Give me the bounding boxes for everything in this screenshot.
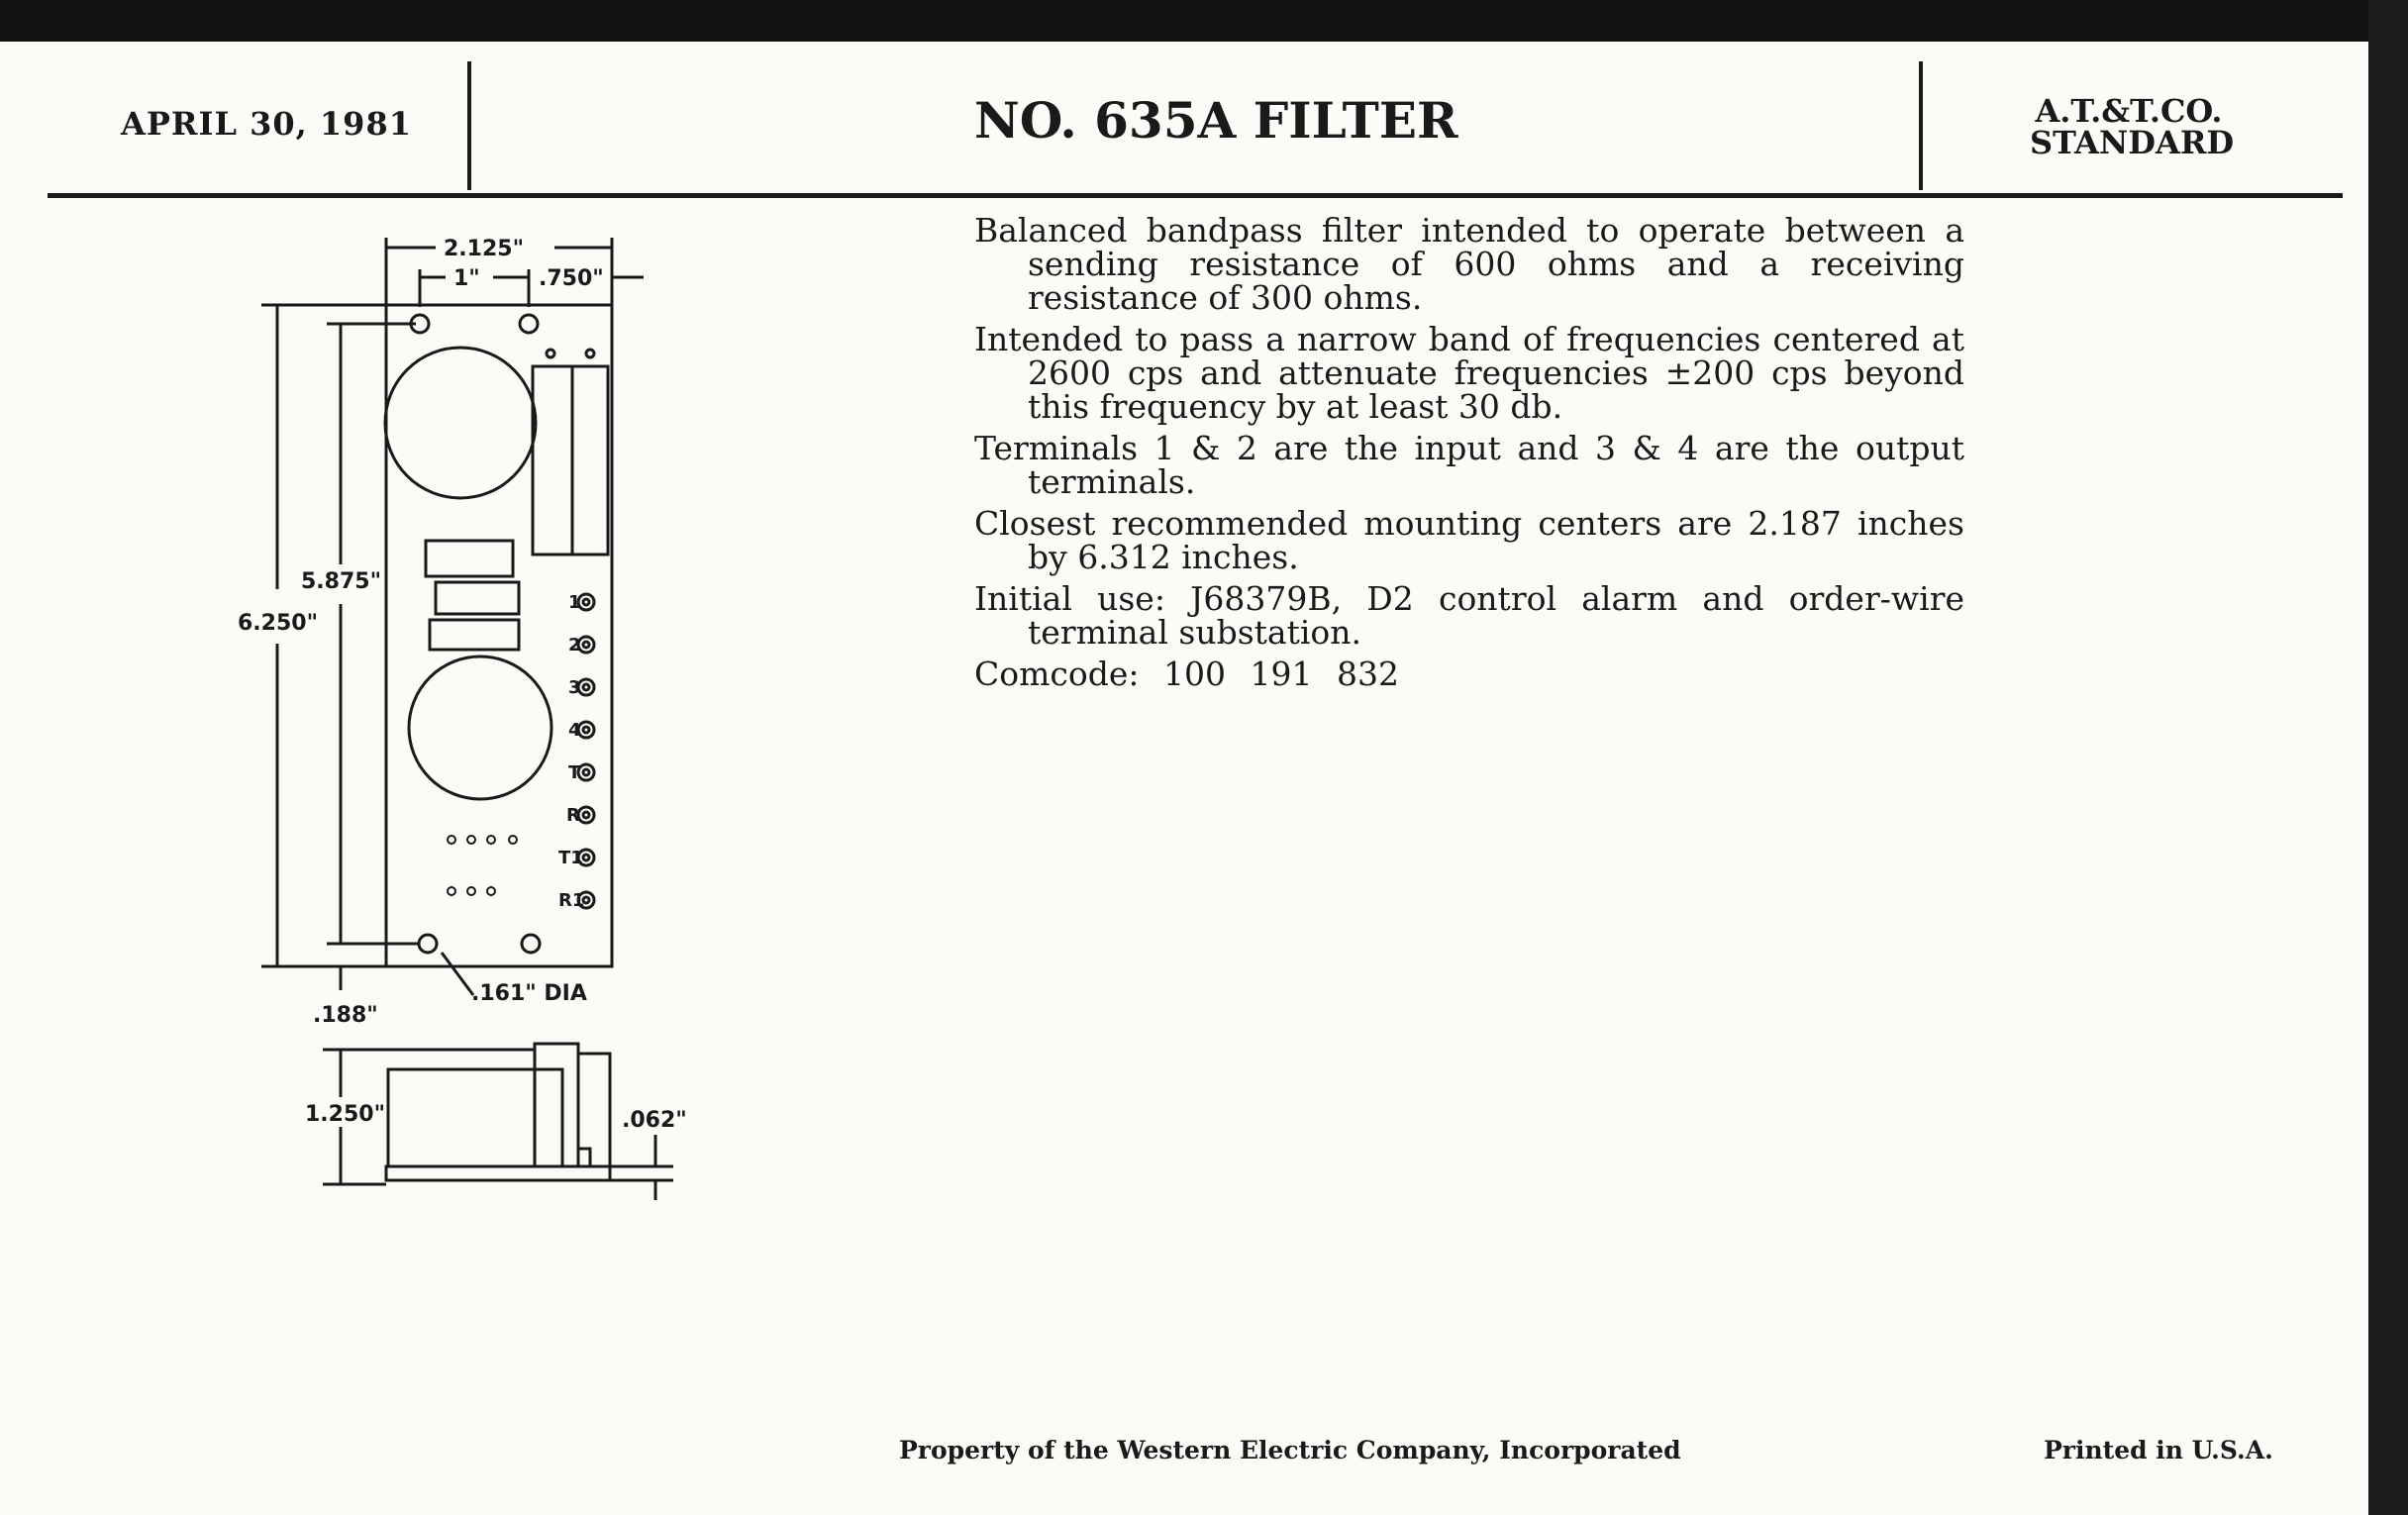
desc-paragraph-3: Terminals 1 & 2 are the input and 3 & 4 are the output terminals. [974, 429, 1964, 501]
terminal-label-R1: R1 [558, 890, 585, 911]
side-view-cap [535, 1044, 578, 1166]
upper-coil-outline [385, 348, 536, 498]
terminal-label-R: R [566, 805, 580, 826]
resistor-2 [436, 582, 519, 614]
resistor-3 [430, 620, 519, 650]
comcode-label: Comcode: [974, 655, 1140, 693]
dim-plate-label: .062" [622, 1108, 687, 1133]
page-title: NO. 635A FILTER [974, 91, 1458, 150]
mounting-hole-top-right [520, 315, 538, 333]
side-view-body [388, 1069, 562, 1166]
dim-hole-dia-label: .161" DIA [471, 981, 587, 1006]
standard-line-2: STANDARD [2030, 124, 2235, 161]
dim-width-label: 2.125" [444, 237, 525, 261]
dim-spacing-label: 1" [453, 266, 480, 291]
side-view-terminal [578, 1149, 590, 1166]
resistor-1 [426, 541, 513, 576]
dim-total-height-label: 6.250" [238, 611, 319, 636]
comcode-part-3: 832 [1337, 655, 1400, 693]
desc-paragraph-1: Balanced bandpass filter intended to operate between a sending resistance of 600 ohms and a receiving resistance of 300 ohms. [974, 211, 1964, 317]
dim-leader-dia [442, 953, 473, 995]
footer-property: Property of the Western Electric Company, Incorporated [899, 1436, 1681, 1464]
dim-hole-height-label: 5.875" [301, 569, 382, 594]
terminal-label-4: 4 [568, 720, 581, 741]
desc-paragraph-5: Initial use: J68379B, D2 control alarm and order-wire terminal substation. [974, 579, 1964, 652]
capacitor-block [533, 366, 608, 555]
terminal-label-3: 3 [568, 677, 581, 698]
issue-date: APRIL 30, 1981 [121, 105, 412, 143]
capacitor-terminal [586, 350, 594, 357]
desc-paragraph-4: Closest recommended mounting centers are 2.187 inches by 6.312 inches. [974, 504, 1964, 576]
comcode-part-2: 191 [1250, 655, 1313, 693]
comcode-part-1: 100 [1163, 655, 1227, 693]
mounting-hole-bottom-left [419, 935, 437, 953]
standard-line-1: A.T.&T.CO. [2035, 92, 2223, 130]
test-point-row-1 [448, 836, 517, 844]
footer-printed: Printed in U.S.A. [2044, 1436, 2273, 1464]
lower-coil-outline [409, 656, 552, 799]
dim-edge-label: .750" [539, 266, 604, 291]
test-point-row-2 [448, 887, 495, 895]
desc-paragraph-2: Intended to pass a narrow band of frequencies centered at 2600 cps and attenuate frequencies ±200 cps beyond this frequency by at least 30 db. [974, 320, 1964, 426]
dim-bottom-offset-label: .188" [313, 1003, 378, 1028]
terminal-label-T: T [568, 762, 581, 783]
capacitor-terminal [547, 350, 554, 357]
side-view-plate [386, 1166, 610, 1180]
terminal-label-T1: T1 [558, 848, 583, 868]
terminal-label-2: 2 [568, 635, 581, 656]
mounting-hole-bottom-right [522, 935, 540, 953]
dim-depth-label: 1.250" [305, 1102, 386, 1127]
terminal-label-1: 1 [568, 592, 581, 613]
